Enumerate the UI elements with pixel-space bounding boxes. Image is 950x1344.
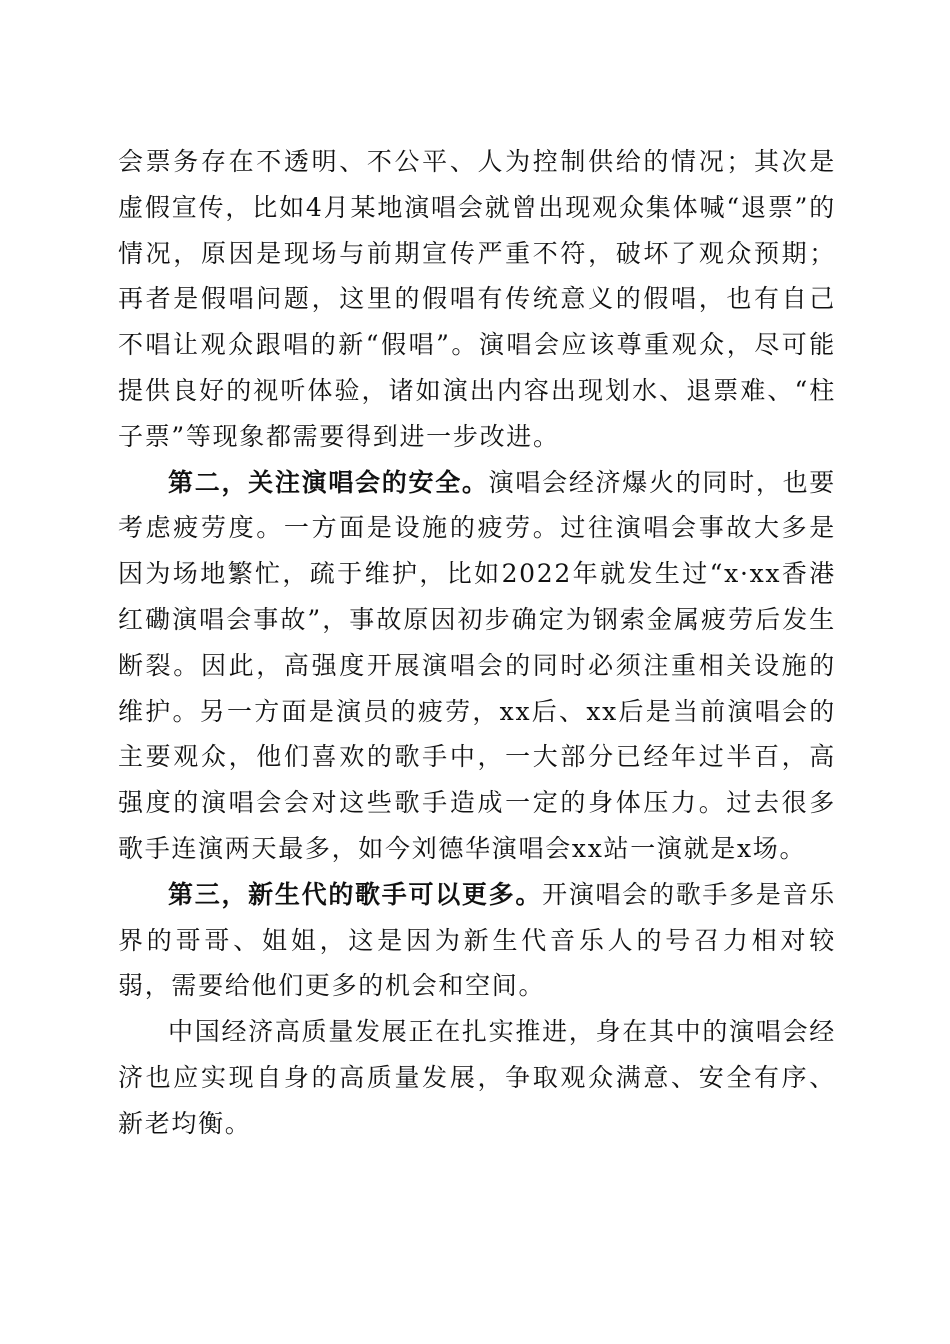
paragraph-text: 开演唱会的歌手多是音乐界的哥哥、姐姐，这是因为新生代音乐人的号召力相对较弱，需要给他们更多的机会和空间。: [118, 879, 836, 1001]
paragraph-second-point: [118, 460, 836, 872]
paragraph-lead-heading: 第三，新生代的歌手可以更多。: [168, 879, 543, 909]
paragraph-lead-heading: 第二，关注演唱会的安全。: [168, 467, 489, 497]
paragraph-continuation: [118, 139, 836, 460]
paragraph-conclusion: [118, 1009, 836, 1146]
paragraph-third-point: [118, 872, 836, 1009]
paragraph-text: 会票务存在不透明、不公平、人为控制供给的情况；其次是虚假宣传，比如4月某地演唱会就曾出现观众集体喊“退票”的情况，原因是现场与前期宣传严重不符，破坏了观众预期；再者是假唱问题，这里的假唱有传统意义的假唱，也有自己不唱让观众跟唱的新“假唱”。演唱会应该尊重观众，尽可能提供良好的视听体验，诸如演出内容出现划水、退票难、“柱子票”等现象都需要得到进一步改进。: [118, 147, 836, 451]
paragraph-text: 中国经济高质量发展正在扎实推进，身在其中的演唱会经济也应实现自身的高质量发展，争取观众满意、安全有序、新老均衡。: [118, 1017, 836, 1138]
paragraph-text: 演唱会经济爆火的同时，也要考虑疲劳度。一方面是设施的疲劳。过往演唱会事故大多是因为场地繁忙，疏于维护，比如2022年就发生过“x·xx香港红磡演唱会事故”，事故原因初步确定为钢索金属疲劳后发生断裂。因此，高强度开展演唱会的同时必须注重相关设施的维护。另一方面是演员的疲劳，xx后、xx后是当前演唱会的主要观众，他们喜欢的歌手中，一大部分已经年过半百，高强度的演唱会会对这些歌手造成一定的身体压力。过去很多歌手连演两天最多，如今刘德华演唱会xx站一演就是x场。: [118, 467, 836, 863]
document-body: [118, 139, 836, 1147]
